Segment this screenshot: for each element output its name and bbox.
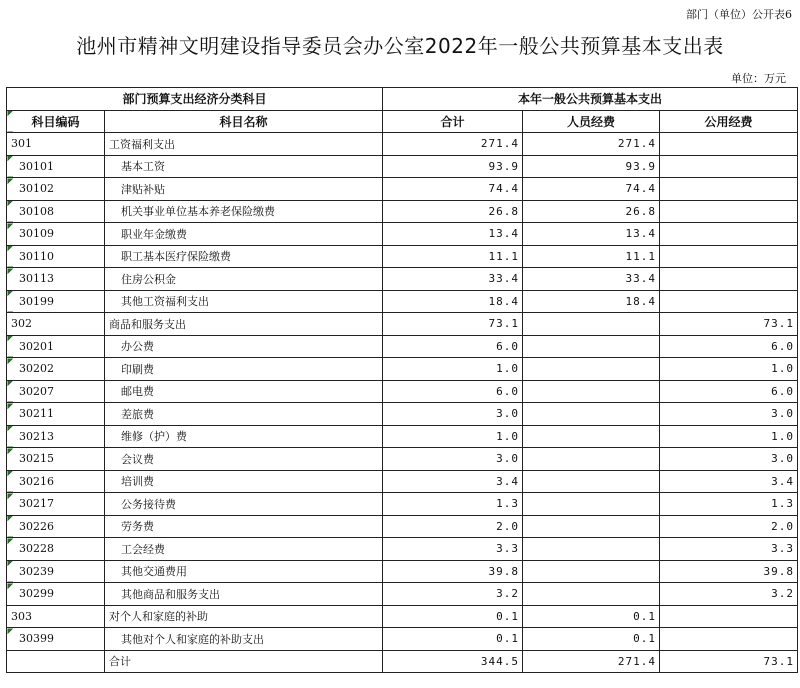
row-code: 30226: [7, 515, 105, 538]
row-code: 303: [7, 605, 105, 628]
row-code: 30299: [7, 583, 105, 606]
total-row-personnel: 271.4: [523, 650, 660, 673]
row-name: 培训费: [105, 470, 383, 493]
row-personnel: [523, 313, 660, 336]
row-name: 商品和服务支出: [105, 313, 383, 336]
table-row: [7, 313, 798, 336]
row-total: 11.1: [383, 245, 523, 268]
row-personnel: 13.4: [523, 223, 660, 246]
row-personnel: [523, 335, 660, 358]
row-public: 2.0: [660, 515, 798, 538]
row-personnel: [523, 470, 660, 493]
row-total: 13.4: [383, 223, 523, 246]
row-name: 公务接待费: [105, 493, 383, 516]
table-row: [7, 538, 798, 561]
row-total: 73.1: [383, 313, 523, 336]
row-public: 1.3: [660, 493, 798, 516]
row-personnel: [523, 403, 660, 426]
row-total: 26.8: [383, 200, 523, 223]
row-personnel: 18.4: [523, 290, 660, 313]
table-number-label: 部门（单位）公开表6: [686, 8, 792, 21]
row-name: 对个人和家庭的补助: [105, 605, 383, 628]
table-row: [7, 178, 798, 201]
row-name: 劳务费: [105, 515, 383, 538]
row-code: 30110: [7, 245, 105, 268]
row-total: 3.2: [383, 583, 523, 606]
row-public: [660, 155, 798, 178]
row-public: [660, 268, 798, 291]
row-personnel: [523, 358, 660, 381]
table-row: [7, 358, 798, 381]
row-code: 30217: [7, 493, 105, 516]
total-row-total: 344.5: [383, 650, 523, 673]
row-name: 住房公积金: [105, 268, 383, 291]
row-name: 工资福利支出: [105, 133, 383, 156]
row-personnel: 74.4: [523, 178, 660, 201]
row-total: 0.1: [383, 605, 523, 628]
row-public: [660, 245, 798, 268]
row-total: 3.3: [383, 538, 523, 561]
row-public: [660, 178, 798, 201]
row-total: 3.0: [383, 403, 523, 426]
total-row-label: 合计: [105, 650, 383, 673]
row-personnel: [523, 560, 660, 583]
column-header-row: [7, 110, 798, 133]
row-public: 73.1: [660, 313, 798, 336]
row-total: 18.4: [383, 290, 523, 313]
row-name: 邮电费: [105, 380, 383, 403]
row-public: 3.0: [660, 448, 798, 471]
row-public: [660, 200, 798, 223]
row-code: 30228: [7, 538, 105, 561]
row-code: 30213: [7, 425, 105, 448]
table-row: [7, 268, 798, 291]
table-row: [7, 290, 798, 313]
row-total: 1.0: [383, 425, 523, 448]
row-name: 职业年金缴费: [105, 223, 383, 246]
row-personnel: [523, 538, 660, 561]
row-personnel: [523, 493, 660, 516]
row-code: 30211: [7, 403, 105, 426]
row-name: 办公费: [105, 335, 383, 358]
row-public: 1.0: [660, 425, 798, 448]
row-name: 维修（护）费: [105, 425, 383, 448]
row-code: 301: [7, 133, 105, 156]
row-total: 1.3: [383, 493, 523, 516]
row-name: 印刷费: [105, 358, 383, 381]
row-name: 其他交通费用: [105, 560, 383, 583]
row-name: 其他工资福利支出: [105, 290, 383, 313]
row-personnel: [523, 515, 660, 538]
row-public: 3.3: [660, 538, 798, 561]
row-personnel: 33.4: [523, 268, 660, 291]
total-row-code: [7, 650, 105, 673]
row-code: 30215: [7, 448, 105, 471]
page-title: 池州市精神文明建设指导委员会办公室2022年一般公共预算基本支出表: [76, 34, 724, 58]
row-total: 74.4: [383, 178, 523, 201]
row-personnel: [523, 380, 660, 403]
row-personnel: 11.1: [523, 245, 660, 268]
table-row: [7, 403, 798, 426]
table-row: [7, 155, 798, 178]
row-public: 3.2: [660, 583, 798, 606]
row-personnel: 26.8: [523, 200, 660, 223]
table-row: [7, 583, 798, 606]
table-row: [7, 425, 798, 448]
table-row: [7, 605, 798, 628]
row-personnel: 93.9: [523, 155, 660, 178]
row-public: 3.0: [660, 403, 798, 426]
group-header-classification: 部门预算支出经济分类科目: [7, 88, 383, 111]
row-personnel: [523, 448, 660, 471]
row-total: 6.0: [383, 335, 523, 358]
column-header-code: 科目编码: [7, 110, 105, 133]
row-personnel: [523, 583, 660, 606]
row-code: 30207: [7, 380, 105, 403]
row-personnel: 0.1: [523, 605, 660, 628]
row-code: 30108: [7, 200, 105, 223]
table-row: [7, 200, 798, 223]
row-code: 30102: [7, 178, 105, 201]
budget-table: [6, 87, 798, 673]
row-personnel: [523, 425, 660, 448]
group-header-budget: 本年一般公共预算基本支出: [383, 88, 798, 111]
row-total: 271.4: [383, 133, 523, 156]
table-row: [7, 448, 798, 471]
row-code: 302: [7, 313, 105, 336]
row-public: 3.4: [660, 470, 798, 493]
row-name: 其他商品和服务支出: [105, 583, 383, 606]
row-public: [660, 628, 798, 651]
row-public: [660, 290, 798, 313]
table-row: [7, 133, 798, 156]
row-name: 津贴补贴: [105, 178, 383, 201]
table-row: [7, 380, 798, 403]
row-total: 0.1: [383, 628, 523, 651]
row-public: 39.8: [660, 560, 798, 583]
table-row: [7, 560, 798, 583]
table-row: [7, 470, 798, 493]
row-public: 1.0: [660, 358, 798, 381]
table-row: [7, 493, 798, 516]
table-row: [7, 335, 798, 358]
group-header-row: [7, 88, 798, 111]
row-total: 3.4: [383, 470, 523, 493]
row-public: [660, 605, 798, 628]
unit-label: 单位：万元: [731, 72, 786, 85]
table-row: [7, 245, 798, 268]
column-header-public: 公用经费: [660, 110, 798, 133]
table-row: [7, 223, 798, 246]
row-total: 2.0: [383, 515, 523, 538]
row-code: 30399: [7, 628, 105, 651]
row-code: 30109: [7, 223, 105, 246]
row-total: 6.0: [383, 380, 523, 403]
row-name: 职工基本医疗保险缴费: [105, 245, 383, 268]
row-name: 工会经费: [105, 538, 383, 561]
total-row-public: 73.1: [660, 650, 798, 673]
row-total: 33.4: [383, 268, 523, 291]
table-body: [7, 133, 798, 651]
row-name: 其他对个人和家庭的补助支出: [105, 628, 383, 651]
column-header-personnel: 人员经费: [523, 110, 660, 133]
row-code: 30216: [7, 470, 105, 493]
row-name: 基本工资: [105, 155, 383, 178]
row-total: 1.0: [383, 358, 523, 381]
row-code: 30201: [7, 335, 105, 358]
row-code: 30202: [7, 358, 105, 381]
row-public: [660, 133, 798, 156]
column-header-name: 科目名称: [105, 110, 383, 133]
row-public: [660, 223, 798, 246]
column-header-total: 合计: [383, 110, 523, 133]
row-name: 机关事业单位基本养老保险缴费: [105, 200, 383, 223]
total-row: [7, 650, 798, 673]
row-total: 3.0: [383, 448, 523, 471]
row-public: 6.0: [660, 335, 798, 358]
row-name: 会议费: [105, 448, 383, 471]
row-total: 93.9: [383, 155, 523, 178]
row-code: 30199: [7, 290, 105, 313]
row-code: 30101: [7, 155, 105, 178]
table-row: [7, 515, 798, 538]
row-name: 差旅费: [105, 403, 383, 426]
row-public: 6.0: [660, 380, 798, 403]
table-row: [7, 628, 798, 651]
row-code: 30113: [7, 268, 105, 291]
row-personnel: 271.4: [523, 133, 660, 156]
row-personnel: 0.1: [523, 628, 660, 651]
row-code: 30239: [7, 560, 105, 583]
row-total: 39.8: [383, 560, 523, 583]
